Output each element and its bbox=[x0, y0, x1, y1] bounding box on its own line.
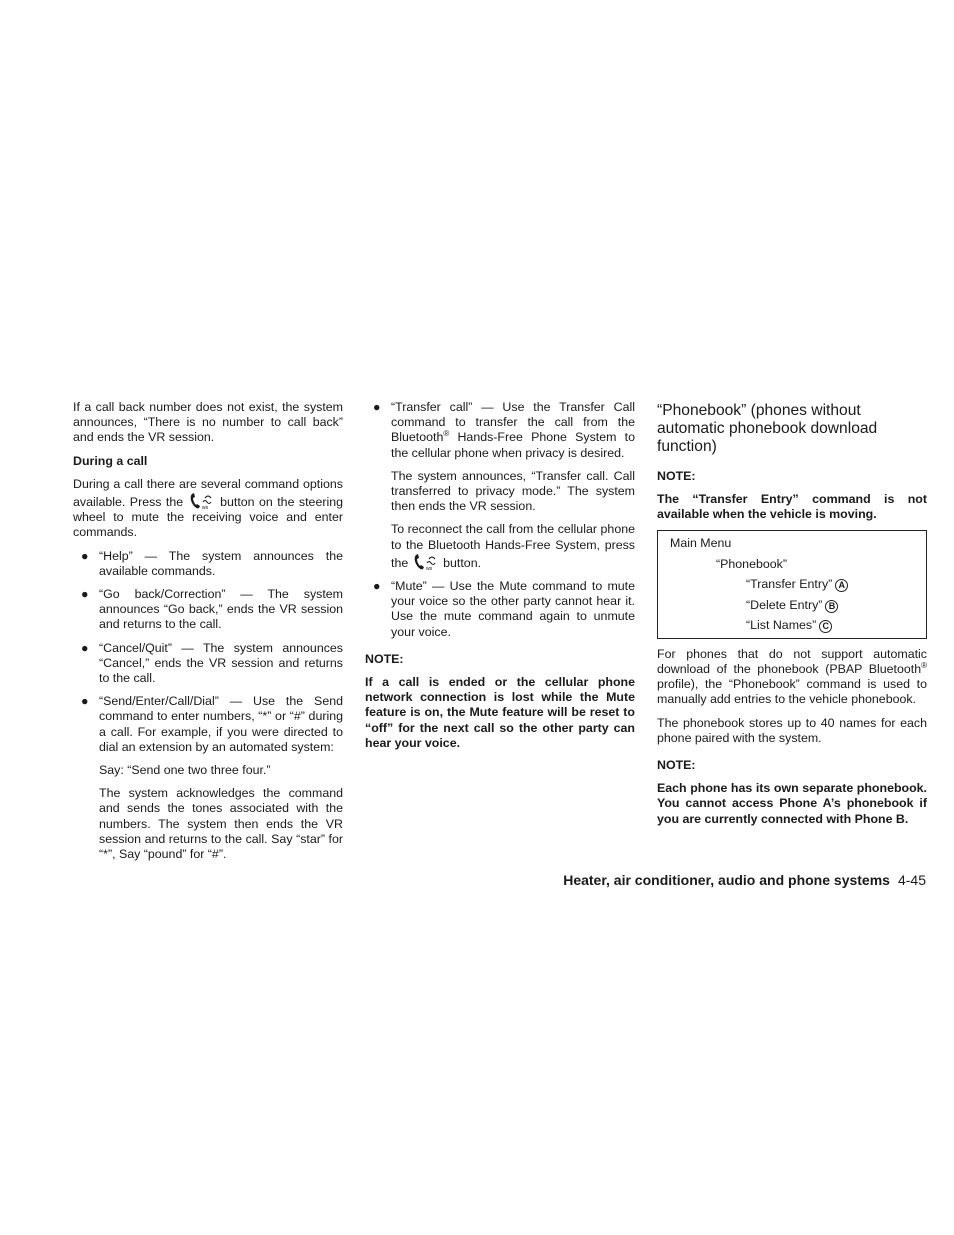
svg-text:ws: ws bbox=[201, 505, 208, 511]
bullet-dot: ● bbox=[81, 694, 89, 709]
registered-mark: ® bbox=[921, 660, 927, 670]
during-call-text-a: During a call there are several command options available. Press the bbox=[73, 476, 343, 510]
bullet-transfer-text: “Transfer call” — Use the Transfer Call command to transfer the call from the Bluetooth bbox=[391, 400, 635, 445]
menu-delete-entry: “Delete Entry” B bbox=[670, 595, 916, 616]
callout-c: C bbox=[819, 620, 832, 633]
mute-note-text: If a call is ended or the cellular phone network connection is lost while the Mute feature is on, the Mute feature will be reset to “off” for the next call so the other party can hear your voice. bbox=[365, 675, 635, 750]
pbap-paragraph: For phones that do not support automatic download of the phonebook (PBAP Bluetooth® profile), the “Phonebook” command is used to manually add entries to the vehicle phonebook. bbox=[657, 646, 927, 707]
column-middle bbox=[365, 400, 635, 759]
bullet-send-text: “Send/Enter/Call/Dial” — Use the Send command to enter numbers, “*” or “#” during a call. For example, if you were directed to dial an extension by an automated system: bbox=[99, 694, 343, 754]
bullet-help bbox=[73, 549, 343, 579]
transfer-announce-paragraph: The system announces, “Transfer call. Call transferred to privacy mode.” The system then ends the VR session. bbox=[391, 468, 635, 514]
note-label: NOTE: bbox=[365, 651, 404, 666]
bullet-mute-text: “Mute” — Use the Mute command to mute your voice so the other party cannot hear it. Use the mute command again to unmute your voice. bbox=[391, 579, 635, 639]
page-footer bbox=[563, 872, 926, 888]
menu-phonebook: “Phonebook” bbox=[716, 556, 787, 571]
callout-a: A bbox=[835, 579, 848, 592]
phonebook-capacity-paragraph: The phonebook stores up to 40 names for each phone paired with the system. bbox=[657, 715, 927, 745]
note-label: NOTE: bbox=[657, 468, 696, 483]
bullet-dot: ● bbox=[81, 587, 89, 602]
bullet-go-back bbox=[73, 587, 343, 633]
bullet-cancel bbox=[73, 641, 343, 687]
menu-transfer-entry: “Transfer Entry” A bbox=[670, 574, 916, 595]
during-call-text-b: button on the steering wheel to mute the receiving voice and enter commands. bbox=[73, 495, 343, 540]
callback-paragraph: If a call back number does not exist, the system announces, “There is no number to call back” and ends the VR session. bbox=[73, 400, 343, 445]
during-call-paragraph bbox=[73, 477, 343, 541]
section-title: Heater, air conditioner, audio and phone systems bbox=[563, 872, 890, 888]
callout-b: B bbox=[825, 600, 838, 613]
bullet-dot: ● bbox=[81, 548, 89, 563]
reconnect-text-b: button. bbox=[443, 555, 482, 570]
bullet-help-text: “Help” — The system announces the available commands. bbox=[99, 548, 343, 578]
bullet-send bbox=[73, 694, 343, 755]
reconnect-paragraph bbox=[365, 522, 635, 571]
bullet-go-back-text: “Go back/Correction” — The system announces “Go back,” ends the VR session and returns to the call. bbox=[99, 587, 343, 632]
column-left bbox=[73, 400, 343, 870]
bullet-cancel-text: “Cancel/Quit” — The system announces “Cancel,” ends the VR session and returns to the call. bbox=[99, 640, 343, 686]
during-call-subheading: During a call bbox=[73, 453, 148, 468]
phone-talk-icon bbox=[188, 492, 216, 510]
say-example: Say: “Send one two three four.” bbox=[99, 763, 271, 778]
bullet-dot: ● bbox=[373, 400, 381, 414]
bullet-mute bbox=[365, 579, 635, 640]
page-number: 4-45 bbox=[897, 872, 926, 888]
bullet-transfer-call bbox=[365, 400, 635, 461]
menu-main: Main Menu bbox=[670, 536, 732, 551]
bullet-transfer-text-end: Hands-Free Phone System to the cellular phone when privacy is desired. bbox=[391, 430, 635, 460]
column-right bbox=[657, 400, 927, 835]
separate-phonebook-note: Each phone has its own separate phonebook. You cannot access Phone A’s phonebook if you are currently connected with Phone B. bbox=[657, 781, 927, 826]
svg-text:ws: ws bbox=[425, 565, 432, 571]
menu-tree-box bbox=[657, 530, 927, 639]
note-label: NOTE: bbox=[657, 757, 696, 772]
reconnect-text-a: To reconnect the call from the cellular phone to the Bluetooth Hands-Free System, press the bbox=[391, 522, 635, 570]
menu-list-names: “List Names” C bbox=[670, 615, 916, 636]
registered-mark: ® bbox=[443, 429, 450, 439]
transfer-entry-note: The “Transfer Entry” command is not available when the vehicle is moving. bbox=[657, 491, 927, 522]
phonebook-heading: “Phonebook” (phones without automatic phonebook download function) bbox=[657, 402, 878, 456]
acknowledge-paragraph: The system acknowledges the command and sends the tones associated with the numbers. The system then ends the VR session and returns to the call. Say “star” for “*”, Say “pound” for “#”. bbox=[99, 786, 343, 862]
phone-talk-icon bbox=[412, 553, 440, 571]
bullet-dot: ● bbox=[373, 579, 381, 594]
bullet-dot: ● bbox=[81, 640, 89, 655]
